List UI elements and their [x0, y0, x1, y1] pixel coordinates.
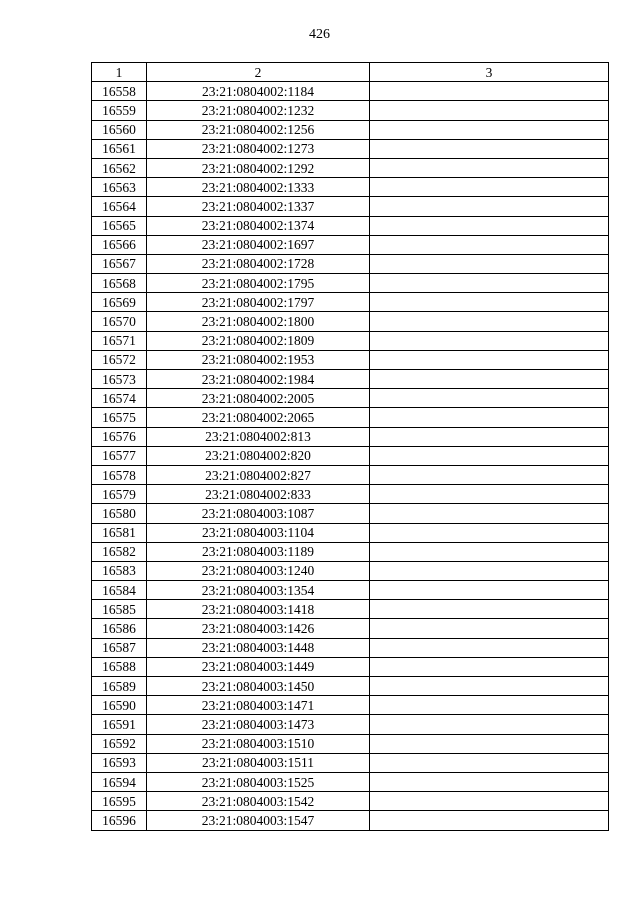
table-row	[92, 178, 609, 197]
row-number-cell: 16571	[92, 331, 147, 350]
table-row	[92, 389, 609, 408]
note-cell	[370, 120, 609, 139]
table-row	[92, 254, 609, 273]
table-row	[92, 408, 609, 427]
table-row	[92, 446, 609, 465]
note-cell	[370, 715, 609, 734]
row-number-cell: 16565	[92, 216, 147, 235]
table-row	[92, 619, 609, 638]
note-cell	[370, 274, 609, 293]
row-number-cell: 16591	[92, 715, 147, 734]
table-row	[92, 523, 609, 542]
row-number-cell: 16566	[92, 235, 147, 254]
note-cell	[370, 638, 609, 657]
cadastral-number-cell: 23:21:0804002:1809	[147, 331, 370, 350]
note-cell	[370, 216, 609, 235]
cadastral-number-cell: 23:21:0804002:1984	[147, 370, 370, 389]
table-row	[92, 274, 609, 293]
cadastral-number-cell: 23:21:0804003:1525	[147, 772, 370, 791]
table-row	[92, 485, 609, 504]
table-row	[92, 734, 609, 753]
cadastral-number-cell: 23:21:0804002:1728	[147, 254, 370, 273]
row-number-cell: 16572	[92, 350, 147, 369]
row-number-cell: 16588	[92, 657, 147, 676]
cadastral-number-cell: 23:21:0804003:1473	[147, 715, 370, 734]
table-row	[92, 753, 609, 772]
note-cell	[370, 370, 609, 389]
note-cell	[370, 677, 609, 696]
table-body	[92, 82, 609, 830]
cadastral-number-cell: 23:21:0804002:827	[147, 465, 370, 484]
table-row	[92, 331, 609, 350]
table-row	[92, 293, 609, 312]
row-number-cell: 16579	[92, 485, 147, 504]
cadastral-number-cell: 23:21:0804003:1449	[147, 657, 370, 676]
table-row	[92, 235, 609, 254]
cadastral-number-cell: 23:21:0804002:833	[147, 485, 370, 504]
row-number-cell: 16558	[92, 82, 147, 101]
row-number-cell: 16587	[92, 638, 147, 657]
row-number-cell: 16595	[92, 792, 147, 811]
table-row	[92, 139, 609, 158]
row-number-cell: 16575	[92, 408, 147, 427]
cadastral-number-cell: 23:21:0804003:1189	[147, 542, 370, 561]
table-row	[92, 197, 609, 216]
cadastral-number-cell: 23:21:0804002:2065	[147, 408, 370, 427]
note-cell	[370, 427, 609, 446]
table-row	[92, 657, 609, 676]
note-cell	[370, 389, 609, 408]
cadastral-number-cell: 23:21:0804003:1418	[147, 600, 370, 619]
cadastral-number-cell: 23:21:0804002:2005	[147, 389, 370, 408]
table-row	[92, 581, 609, 600]
table-row	[92, 600, 609, 619]
column-header-2: 2	[147, 63, 370, 82]
table-row	[92, 811, 609, 830]
row-number-cell: 16568	[92, 274, 147, 293]
note-cell	[370, 197, 609, 216]
table-row	[92, 101, 609, 120]
note-cell	[370, 619, 609, 638]
cadastral-number-cell: 23:21:0804002:1795	[147, 274, 370, 293]
note-cell	[370, 408, 609, 427]
note-cell	[370, 504, 609, 523]
row-number-cell: 16573	[92, 370, 147, 389]
row-number-cell: 16561	[92, 139, 147, 158]
row-number-cell: 16569	[92, 293, 147, 312]
table-row	[92, 350, 609, 369]
row-number-cell: 16584	[92, 581, 147, 600]
row-number-cell: 16559	[92, 101, 147, 120]
note-cell	[370, 235, 609, 254]
table-row	[92, 370, 609, 389]
note-cell	[370, 523, 609, 542]
note-cell	[370, 811, 609, 830]
table-row	[92, 465, 609, 484]
note-cell	[370, 792, 609, 811]
row-number-cell: 16564	[92, 197, 147, 216]
cadastral-number-cell: 23:21:0804003:1511	[147, 753, 370, 772]
cadastral-number-cell: 23:21:0804003:1510	[147, 734, 370, 753]
column-header-1: 1	[92, 63, 147, 82]
cadastral-number-cell: 23:21:0804002:1800	[147, 312, 370, 331]
cadastral-number-cell: 23:21:0804002:813	[147, 427, 370, 446]
row-number-cell: 16592	[92, 734, 147, 753]
row-number-cell: 16582	[92, 542, 147, 561]
table-row	[92, 638, 609, 657]
note-cell	[370, 158, 609, 177]
table-row	[92, 715, 609, 734]
note-cell	[370, 772, 609, 791]
table-row	[92, 696, 609, 715]
table-row	[92, 120, 609, 139]
cadastral-number-cell: 23:21:0804002:1797	[147, 293, 370, 312]
table-row	[92, 82, 609, 101]
note-cell	[370, 446, 609, 465]
row-number-cell: 16581	[92, 523, 147, 542]
note-cell	[370, 753, 609, 772]
cadastral-number-cell: 23:21:0804002:1232	[147, 101, 370, 120]
cadastral-number-cell: 23:21:0804002:820	[147, 446, 370, 465]
table-row	[92, 216, 609, 235]
table-row	[92, 772, 609, 791]
row-number-cell: 16567	[92, 254, 147, 273]
note-cell	[370, 542, 609, 561]
note-cell	[370, 254, 609, 273]
table-row	[92, 427, 609, 446]
table-row	[92, 542, 609, 561]
row-number-cell: 16576	[92, 427, 147, 446]
row-number-cell: 16577	[92, 446, 147, 465]
row-number-cell: 16562	[92, 158, 147, 177]
cadastral-number-cell: 23:21:0804002:1256	[147, 120, 370, 139]
cadastral-number-cell: 23:21:0804003:1450	[147, 677, 370, 696]
registry-table	[91, 62, 609, 831]
cadastral-number-cell: 23:21:0804003:1104	[147, 523, 370, 542]
row-number-cell: 16593	[92, 753, 147, 772]
cadastral-number-cell: 23:21:0804002:1292	[147, 158, 370, 177]
cadastral-number-cell: 23:21:0804002:1953	[147, 350, 370, 369]
cadastral-number-cell: 23:21:0804002:1184	[147, 82, 370, 101]
page-number: 426	[309, 27, 330, 42]
note-cell	[370, 101, 609, 120]
row-number-cell: 16583	[92, 561, 147, 580]
note-cell	[370, 139, 609, 158]
column-header-3: 3	[370, 63, 609, 82]
note-cell	[370, 657, 609, 676]
note-cell	[370, 82, 609, 101]
row-number-cell: 16590	[92, 696, 147, 715]
note-cell	[370, 465, 609, 484]
row-number-cell: 16574	[92, 389, 147, 408]
row-number-cell: 16580	[92, 504, 147, 523]
cadastral-number-cell: 23:21:0804002:1273	[147, 139, 370, 158]
table-row	[92, 677, 609, 696]
row-number-cell: 16585	[92, 600, 147, 619]
cadastral-number-cell: 23:21:0804002:1697	[147, 235, 370, 254]
note-cell	[370, 312, 609, 331]
table-row	[92, 312, 609, 331]
cadastral-number-cell: 23:21:0804003:1542	[147, 792, 370, 811]
cadastral-number-cell: 23:21:0804002:1374	[147, 216, 370, 235]
note-cell	[370, 600, 609, 619]
note-cell	[370, 581, 609, 600]
cadastral-number-cell: 23:21:0804002:1337	[147, 197, 370, 216]
note-cell	[370, 293, 609, 312]
note-cell	[370, 331, 609, 350]
note-cell	[370, 734, 609, 753]
cadastral-number-cell: 23:21:0804003:1354	[147, 581, 370, 600]
table-header-row	[92, 63, 609, 82]
row-number-cell: 16570	[92, 312, 147, 331]
note-cell	[370, 178, 609, 197]
cadastral-number-cell: 23:21:0804003:1448	[147, 638, 370, 657]
table-row	[92, 561, 609, 580]
table-row	[92, 792, 609, 811]
cadastral-number-cell: 23:21:0804003:1087	[147, 504, 370, 523]
row-number-cell: 16596	[92, 811, 147, 830]
row-number-cell: 16594	[92, 772, 147, 791]
cadastral-number-cell: 23:21:0804003:1547	[147, 811, 370, 830]
row-number-cell: 16563	[92, 178, 147, 197]
row-number-cell: 16589	[92, 677, 147, 696]
cadastral-number-cell: 23:21:0804003:1240	[147, 561, 370, 580]
note-cell	[370, 485, 609, 504]
cadastral-number-cell: 23:21:0804003:1471	[147, 696, 370, 715]
row-number-cell: 16586	[92, 619, 147, 638]
cadastral-number-cell: 23:21:0804002:1333	[147, 178, 370, 197]
cadastral-number-cell: 23:21:0804003:1426	[147, 619, 370, 638]
table-row	[92, 504, 609, 523]
table-row	[92, 158, 609, 177]
note-cell	[370, 350, 609, 369]
note-cell	[370, 561, 609, 580]
note-cell	[370, 696, 609, 715]
row-number-cell: 16578	[92, 465, 147, 484]
row-number-cell: 16560	[92, 120, 147, 139]
